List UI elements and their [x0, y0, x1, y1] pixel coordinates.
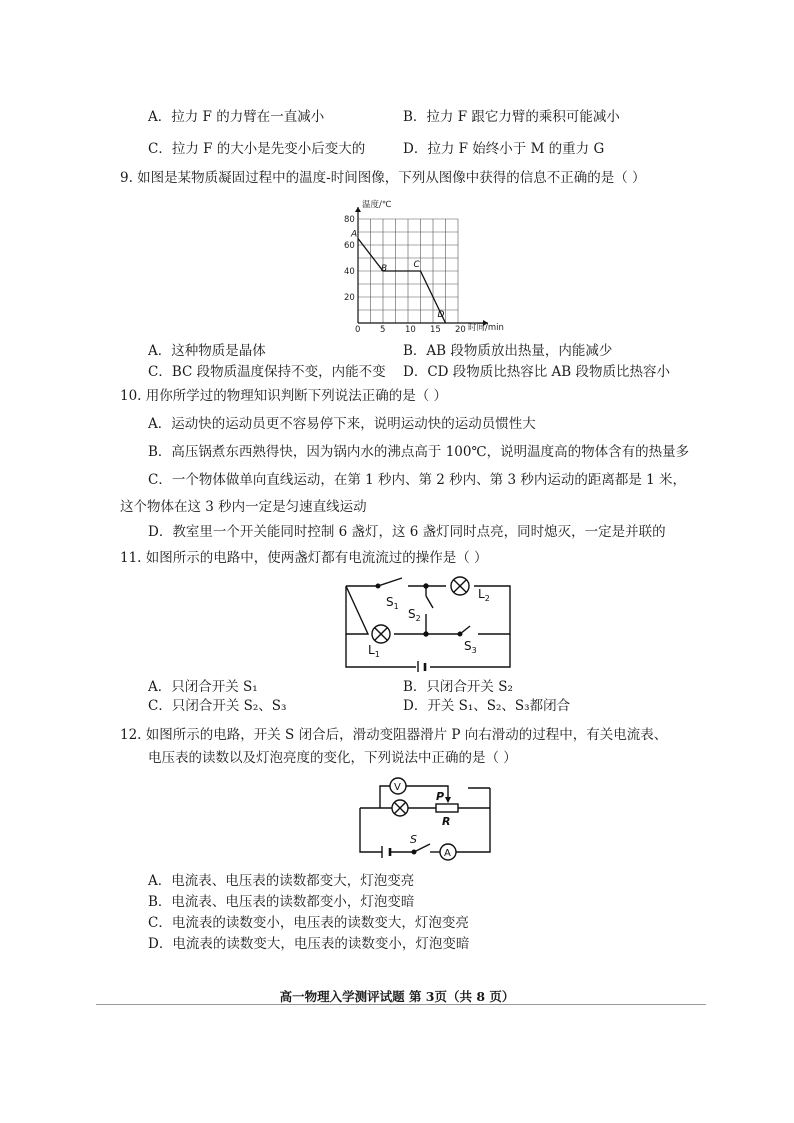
q10-option-a: A．运动快的运动员更不容易停下来，说明运动快的运动员惯性大	[148, 416, 536, 432]
q10-option-d: D．教室里一个开关能同时控制 6 盏灯，这 6 盏灯同时点亮，同时熄灭，一定是并联的	[148, 524, 666, 540]
q12-option-b: B．电流表、电压表的读数都变小，灯泡变暗	[148, 894, 415, 910]
q12-option-c: C．电流表的读数变小，电压表的读数变大，灯泡变亮	[148, 915, 469, 931]
q9-option-b: B．AB 段物质放出热量，内能减少	[403, 343, 613, 359]
svg-text:S: S	[410, 833, 417, 846]
q12-option-d: D．电流表的读数变大，电压表的读数变小，灯泡变暗	[148, 936, 470, 952]
svg-text:R: R	[442, 815, 451, 828]
svg-text:S1: $S_1$	[386, 595, 399, 611]
q11-option-a: A．只闭合开关 S₁	[148, 679, 258, 695]
svg-text:L1: $L_1$	[368, 643, 380, 659]
x-tick-label: 5	[380, 325, 386, 335]
graph-ticks	[344, 215, 466, 335]
page-footer: 高一物理入学测评试题 第 3页（共 8 页）	[279, 989, 515, 1004]
x-tick-label: 20	[455, 325, 466, 335]
q12-stem-line1: 12. 如图所示的电路，开关 S 闭合后，滑动变阻器滑片 P 向右滑动的过程中，有关电流表、	[120, 727, 668, 743]
cooling-curve-line	[358, 239, 446, 324]
svg-text:S3: $S_3$	[464, 639, 477, 655]
temperature-time-graph	[330, 196, 530, 336]
footer-rule	[96, 1004, 706, 1005]
q8-option-c: C．拉力 F 的大小是先变小后变大的	[148, 141, 366, 157]
svg-text:A: A	[444, 848, 451, 859]
q10-option-c-line2: 这个物体在这 3 秒内一定是匀速直线运动	[120, 499, 367, 515]
q9-option-d: D．CD 段物质比热容比 AB 段物质比热容小	[403, 364, 671, 380]
q10-stem: 10. 用你所学过的物理知识判断下列说法正确的是（ ）	[120, 388, 448, 404]
point-label-c: C	[413, 260, 420, 270]
y-tick-label: 60	[344, 241, 355, 251]
circuit-diagram-q11	[338, 572, 518, 672]
q9-option-a: A．这种物质是晶体	[148, 343, 266, 359]
svg-text:V: V	[394, 782, 401, 793]
y-tick-label: 20	[344, 293, 355, 303]
q10-option-b: B．高压锅煮东西熟得快，因为锅内水的沸点高于 100℃，说明温度高的物体含有的热量多	[148, 444, 690, 460]
q12-stem-line2: 电压表的读数以及灯泡亮度的变化，下列说法中正确的是（ ）	[148, 750, 517, 766]
q10-option-c-line1: C．一个物体做单向直线运动，在第 1 秒内、第 2 秒内、第 3 秒内运动的距离都是 1 米，	[148, 472, 687, 488]
x-tick-label: 0	[355, 325, 361, 335]
point-label-b: B	[381, 264, 388, 274]
point-label-d: D	[437, 310, 445, 320]
q8-option-b: B．拉力 F 跟它力臂的乘积可能减小	[403, 109, 620, 125]
svg-text:S2: $S_2$	[408, 607, 421, 623]
q8-option-a: A．拉力 F 的力臂在一直减小	[148, 109, 325, 125]
y-tick-label: 40	[344, 267, 355, 277]
y-axis-arrow	[355, 207, 361, 212]
graph-axes	[355, 207, 488, 326]
q8-option-d: D．拉力 F 始终小于 M 的重力 G	[403, 141, 605, 157]
q9-stem: 9. 如图是某物质凝固过程中的温度-时间图像，下列从图像中获得的信息不正确的是（ ）	[120, 170, 646, 186]
point-label-a: A	[351, 229, 358, 240]
y-tick-label: 80	[344, 215, 355, 225]
x-axis-label: 时间/min	[468, 323, 504, 333]
q11-option-c: C．只闭合开关 S₂、S₃	[148, 698, 287, 714]
q11-option-d: D．开关 S₁、S₂、S₃都闭合	[403, 698, 571, 714]
q9-option-c: C．BC 段物质温度保持不变，内能不变	[148, 364, 386, 380]
circuit-diagram-q12	[350, 772, 500, 864]
svg-text:L2: $L_2$	[478, 587, 490, 603]
q12-option-a: A．电流表、电压表的读数都变大，灯泡变亮	[148, 873, 415, 889]
x-tick-label: 10	[405, 325, 416, 335]
q11-option-b: B．只闭合开关 S₂	[403, 679, 513, 695]
svg-text:P: P	[436, 790, 445, 803]
graph-curve	[350, 230, 446, 324]
x-tick-label: 15	[430, 325, 441, 335]
y-axis-label: 温度/℃	[362, 200, 392, 210]
q11-stem: 11. 如图所示的电路中，使两盏灯都有电流流过的操作是（ ）	[120, 550, 488, 566]
